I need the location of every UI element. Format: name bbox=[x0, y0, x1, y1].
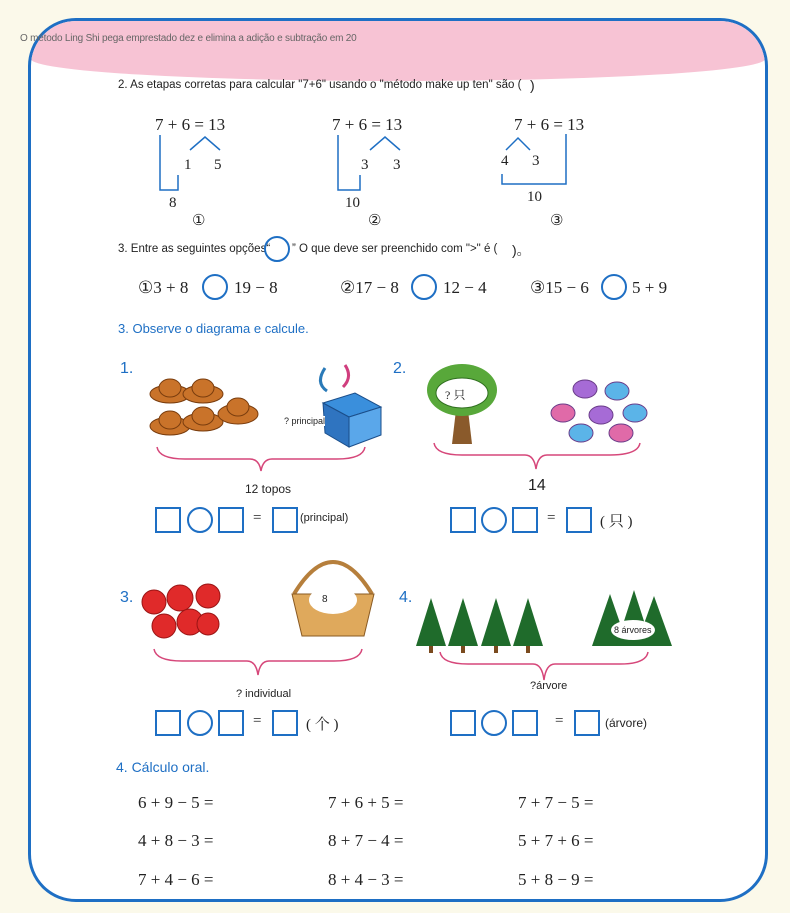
q2-close-paren: ) bbox=[530, 77, 535, 93]
problem-2-box-1[interactable] bbox=[450, 507, 476, 533]
problem-3-operator-circle[interactable] bbox=[187, 710, 213, 736]
q2-option-2-equation: 7 + 6 = 13 bbox=[332, 115, 403, 134]
problem-2-equals: = bbox=[547, 510, 556, 526]
q3-choice-text-c: )。 bbox=[512, 242, 531, 258]
problem-2-total: 14 bbox=[528, 477, 546, 494]
q3-choice-text-b: ” O que deve ser preenchido com ">" é ( bbox=[292, 243, 498, 255]
problem-2-brace bbox=[432, 441, 642, 473]
basket-illustration bbox=[286, 552, 380, 640]
q2-option-1-split-b: 5 bbox=[214, 157, 222, 173]
problem-4-answer-box[interactable] bbox=[574, 710, 600, 736]
problem-3-box-1[interactable] bbox=[155, 710, 181, 736]
section-3-title: 3. Observe o diagrama e calcule. bbox=[118, 321, 309, 336]
q2-text: 2. As etapas corretas para calcular "7+6" usando o "método make up ten" são ( bbox=[118, 79, 522, 91]
problem-3-number: 3. bbox=[120, 589, 134, 606]
oral-row-2-col-1: 4 + 8 − 3 = bbox=[138, 831, 214, 850]
birds-illustration bbox=[545, 375, 657, 445]
q2-option-3-diagram bbox=[498, 132, 588, 192]
header-banner bbox=[31, 21, 765, 81]
q3-item-1-right: 19 − 8 bbox=[234, 278, 278, 297]
q3-item-3-left: ③15 − 6 bbox=[530, 278, 589, 297]
q2-option-1-split-a: 1 bbox=[184, 157, 192, 173]
q2-option-1-label: ① bbox=[192, 213, 206, 229]
hats-illustration bbox=[148, 372, 260, 442]
q2-option-3-sum: 10 bbox=[527, 189, 542, 205]
oral-row-1-col-1: 6 + 9 − 5 = bbox=[138, 793, 214, 812]
problem-1-total: 12 topos bbox=[245, 482, 292, 496]
tree-illustration bbox=[424, 360, 500, 446]
problem-2-operator-circle[interactable] bbox=[481, 507, 507, 533]
problem-4-number: 4. bbox=[399, 589, 413, 606]
oral-row-3-col-2: 8 + 4 − 3 = bbox=[328, 870, 404, 889]
problem-4-operator-circle[interactable] bbox=[481, 710, 507, 736]
problem-1-answer-box[interactable] bbox=[272, 507, 298, 533]
q3-choice-blank-circle bbox=[264, 236, 290, 262]
q2-option-3-label: ③ bbox=[550, 213, 564, 229]
problem-4-equals: = bbox=[555, 713, 564, 729]
q2-option-2-split-a: 3 bbox=[361, 157, 369, 173]
problem-3-brace bbox=[152, 647, 364, 679]
q3-item-2-left: ②17 − 8 bbox=[340, 278, 399, 297]
q2-option-1-sum: 8 bbox=[169, 195, 177, 211]
problem-2-unit: ( 只 ) bbox=[600, 514, 633, 530]
problem-2-number: 2. bbox=[393, 360, 407, 377]
q2-option-2-split-b: 3 bbox=[393, 157, 401, 173]
oral-row-1-col-3: 7 + 7 − 5 = bbox=[518, 793, 594, 812]
tree-label: ? 只 bbox=[445, 388, 466, 402]
q3-item-1-left: ①3 + 8 bbox=[138, 278, 189, 297]
q3-choice-text-a: 3. Entre as seguintes opções“ bbox=[118, 243, 271, 255]
q2-option-2-sum: 10 bbox=[345, 195, 360, 211]
q3-item-1-compare-circle[interactable] bbox=[202, 274, 228, 300]
problem-2-box-2[interactable] bbox=[512, 507, 538, 533]
q3-item-3-compare-circle[interactable] bbox=[601, 274, 627, 300]
banner-title: O método Ling Shi pega emprestado dez e elimina a adição e subtração em 20 bbox=[20, 33, 357, 44]
oral-row-2-col-3: 5 + 7 + 6 = bbox=[518, 831, 594, 850]
oral-row-2-col-2: 8 + 7 − 4 = bbox=[328, 831, 404, 850]
tomatoes-illustration bbox=[138, 580, 228, 642]
q3-item-3-right: 5 + 9 bbox=[632, 278, 668, 297]
problem-4-box-1[interactable] bbox=[450, 710, 476, 736]
problem-1-equals: = bbox=[253, 510, 262, 526]
problem-4-brace bbox=[438, 650, 650, 684]
pine-trees-illustration bbox=[416, 596, 546, 654]
oral-row-3-col-3: 5 + 8 − 9 = bbox=[518, 870, 594, 889]
q2-option-3-equation: 7 + 6 = 13 bbox=[514, 115, 585, 134]
q3-item-2-compare-circle[interactable] bbox=[411, 274, 437, 300]
problem-3-box-2[interactable] bbox=[218, 710, 244, 736]
problem-1-unit: (principal) bbox=[300, 512, 349, 524]
problem-4-box-2[interactable] bbox=[512, 710, 538, 736]
problem-3-equals: = bbox=[253, 713, 262, 729]
problem-4-unit: (árvore) bbox=[605, 716, 648, 730]
q3-item-2-right: 12 − 4 bbox=[443, 278, 487, 297]
q2-option-3-split-b: 3 bbox=[532, 153, 540, 169]
gift-box-label: ? principal bbox=[284, 416, 326, 426]
oral-row-3-col-1: 7 + 4 − 6 = bbox=[138, 870, 214, 889]
q2-option-1-equation: 7 + 6 = 13 bbox=[155, 115, 226, 134]
problem-4-total: ?árvore bbox=[530, 680, 568, 692]
section-4-title: 4. Cálculo oral. bbox=[116, 759, 210, 775]
problem-3-answer-box[interactable] bbox=[272, 710, 298, 736]
problem-1-box-1[interactable] bbox=[155, 507, 181, 533]
q2-option-3-split-a: 4 bbox=[501, 153, 509, 169]
tree-group-label: 8 árvores bbox=[614, 625, 652, 635]
problem-3-unit: ( 个 ) bbox=[306, 717, 339, 733]
oral-row-1-col-2: 7 + 6 + 5 = bbox=[328, 793, 404, 812]
problem-2-answer-box[interactable] bbox=[566, 507, 592, 533]
gift-box-illustration bbox=[305, 363, 385, 448]
basket-label: 8 bbox=[322, 594, 328, 605]
problem-1-operator-circle[interactable] bbox=[187, 507, 213, 533]
tree-group-illustration bbox=[590, 590, 674, 656]
problem-1-number: 1. bbox=[120, 360, 134, 377]
q2-option-2-label: ② bbox=[368, 213, 382, 229]
problem-1-brace bbox=[155, 445, 367, 475]
problem-1-box-2[interactable] bbox=[218, 507, 244, 533]
problem-3-total: ? individual bbox=[236, 688, 292, 700]
